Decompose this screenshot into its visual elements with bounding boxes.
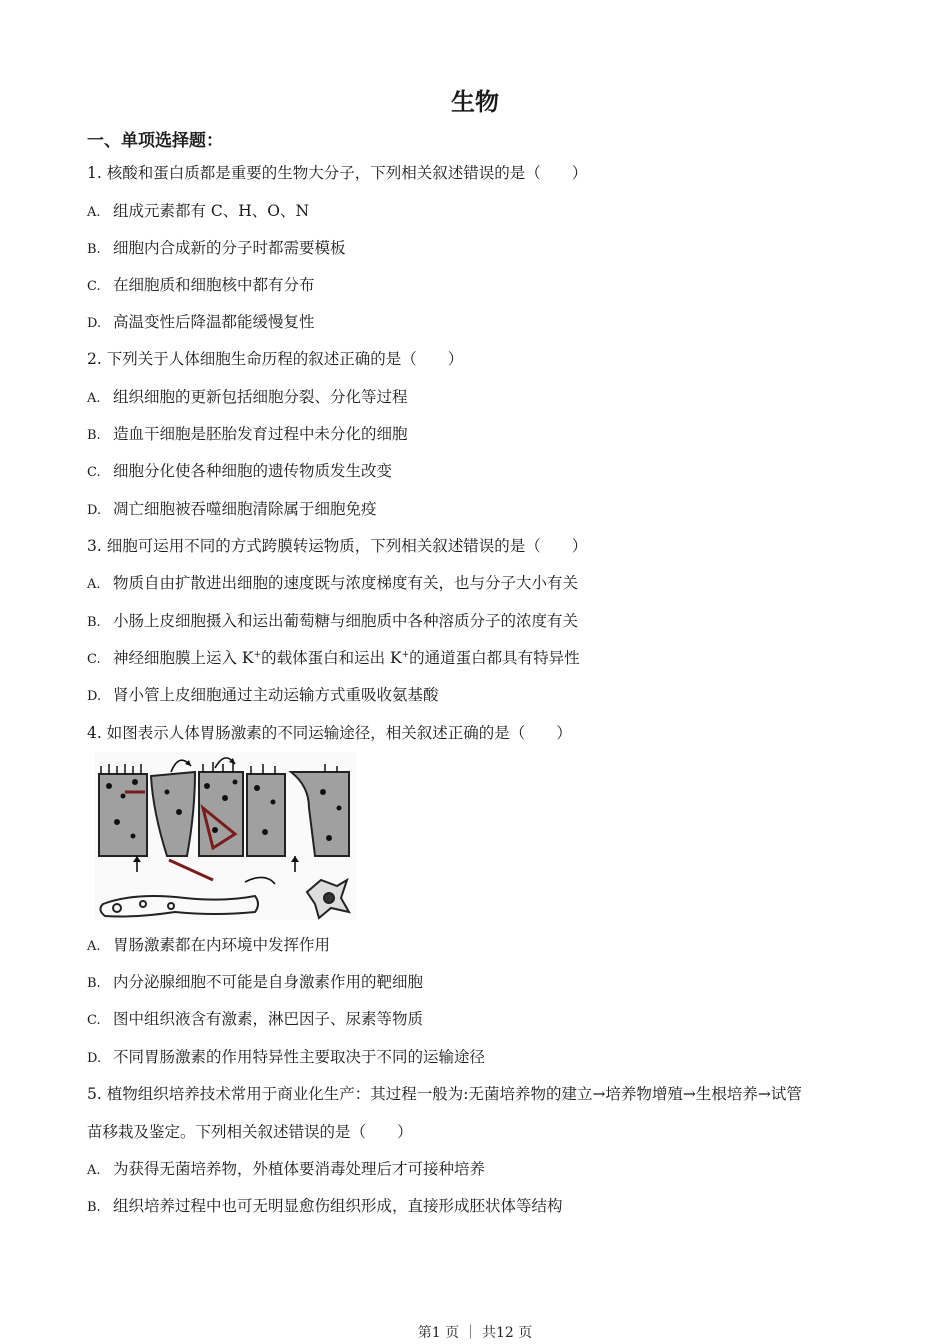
question-2-option-b (87, 422, 408, 444)
option-text: 为获得无菌培养物，外植体要消毒处理后才可接种培养 (113, 1160, 486, 1178)
option-text: 在细胞质和细胞核中都有分布 (113, 276, 315, 294)
option-label: B. (87, 242, 101, 257)
option-text: 物质自由扩散进出细胞的速度既与浓度梯度有关，也与分子大小有关 (113, 574, 579, 592)
option-text: 细胞分化使各种细胞的遗传物质发生改变 (113, 462, 393, 480)
option-text-part: 的载体蛋白和运出 K (261, 649, 402, 667)
option-text: 造血干细胞是胚胎发育过程中未分化的细胞 (113, 425, 408, 443)
question-1-option-d (87, 310, 315, 332)
option-text-part: 的通道蛋白都具有特异性 (409, 649, 580, 667)
option-label: B. (87, 615, 101, 630)
option-text-part: 神经细胞膜上运入 K (113, 649, 254, 667)
option-label: A. (87, 205, 101, 220)
option-text: 组成元素都有 C、H、O、N (113, 202, 310, 220)
option-text: 高温变性后降温都能缓慢复性 (113, 313, 315, 331)
option-text: 不同胃肠激素的作用特异性主要取决于不同的运输途径 (113, 1048, 486, 1066)
question-5-option-b (87, 1194, 563, 1216)
superscript-plus: + (253, 649, 262, 660)
question-3-option-b (87, 609, 578, 631)
question-2-stem: 2. 下列关于人体细胞生命历程的叙述正确的是（ ） (87, 350, 464, 368)
option-text: 组织培养过程中也可无明显愈伤组织形成，直接形成胚状体等结构 (113, 1197, 563, 1215)
question-5-stem-line2: 苗移栽及鉴定。下列相关叙述错误的是（ ） (87, 1123, 413, 1141)
question-2-option-d (87, 497, 377, 519)
option-text: 小肠上皮细胞摄入和运出葡萄糖与细胞质中各种溶质分子的浓度有关 (113, 612, 579, 630)
option-label: B. (87, 1200, 101, 1215)
option-label: B. (87, 428, 101, 443)
question-3-option-d (87, 683, 439, 705)
page-title: 生物 (451, 88, 499, 116)
question-4-stem: 4. 如图表示人体胃肠激素的不同运输途径，相关叙述正确的是（ ） (87, 724, 572, 742)
option-label: A. (87, 1163, 101, 1178)
question-5-stem-line1: 5. 植物组织培养技术常用于商业化生产：其过程一般为:无菌培养物的建立→培养物增殖→生根培养→试管 (87, 1085, 802, 1103)
option-label: D. (87, 316, 102, 331)
gastrointestinal-hormone-figure (95, 752, 357, 920)
question-4-option-d (87, 1045, 485, 1067)
question-3-option-a (87, 571, 578, 593)
question-1-option-b (87, 236, 346, 258)
option-text: 内分泌腺细胞不可能是自身激素作用的靶细胞 (113, 973, 424, 991)
option-label: C. (87, 465, 101, 480)
option-label: A. (87, 939, 101, 954)
option-label: D. (87, 503, 102, 518)
option-label: B. (87, 976, 101, 991)
superscript-plus: + (401, 649, 410, 660)
question-4-option-c (87, 1007, 423, 1029)
option-label: A. (87, 391, 101, 406)
question-5-option-a (87, 1157, 485, 1179)
question-2-option-c (87, 459, 392, 481)
option-text: 图中组织液含有激素，淋巴因子、尿素等物质 (113, 1010, 424, 1028)
option-label: D. (87, 689, 102, 704)
section-heading: 一、单项选择题： (87, 131, 223, 151)
option-label: C. (87, 279, 101, 294)
option-label: C. (87, 652, 101, 667)
option-text: 胃肠激素都在内环境中发挥作用 (113, 936, 331, 954)
page-footer: 第1 页 ｜ 共12 页 (417, 1325, 533, 1341)
option-text: 组织细胞的更新包括细胞分裂、分化等过程 (113, 388, 408, 406)
question-1-option-c (87, 273, 315, 295)
question-1-stem: 1. 核酸和蛋白质都是重要的生物大分子，下列相关叙述错误的是（ ） (87, 164, 588, 182)
option-label: C. (87, 1013, 101, 1028)
question-2-option-a (87, 385, 408, 407)
option-text: 肾小管上皮细胞通过主动运输方式重吸收氨基酸 (113, 686, 439, 704)
option-text: 细胞内合成新的分子时都需要模板 (113, 239, 346, 257)
option-label: D. (87, 1051, 102, 1066)
option-text: 凋亡细胞被吞噬细胞清除属于细胞免疫 (113, 500, 377, 518)
question-4-option-b (87, 970, 423, 992)
question-1-option-a (87, 199, 309, 221)
question-4-option-a (87, 933, 330, 955)
question-3-stem: 3. 细胞可运用不同的方式跨膜转运物质，下列相关叙述错误的是（ ） (87, 537, 588, 555)
question-3-option-c (87, 646, 580, 668)
option-label: A. (87, 577, 101, 592)
